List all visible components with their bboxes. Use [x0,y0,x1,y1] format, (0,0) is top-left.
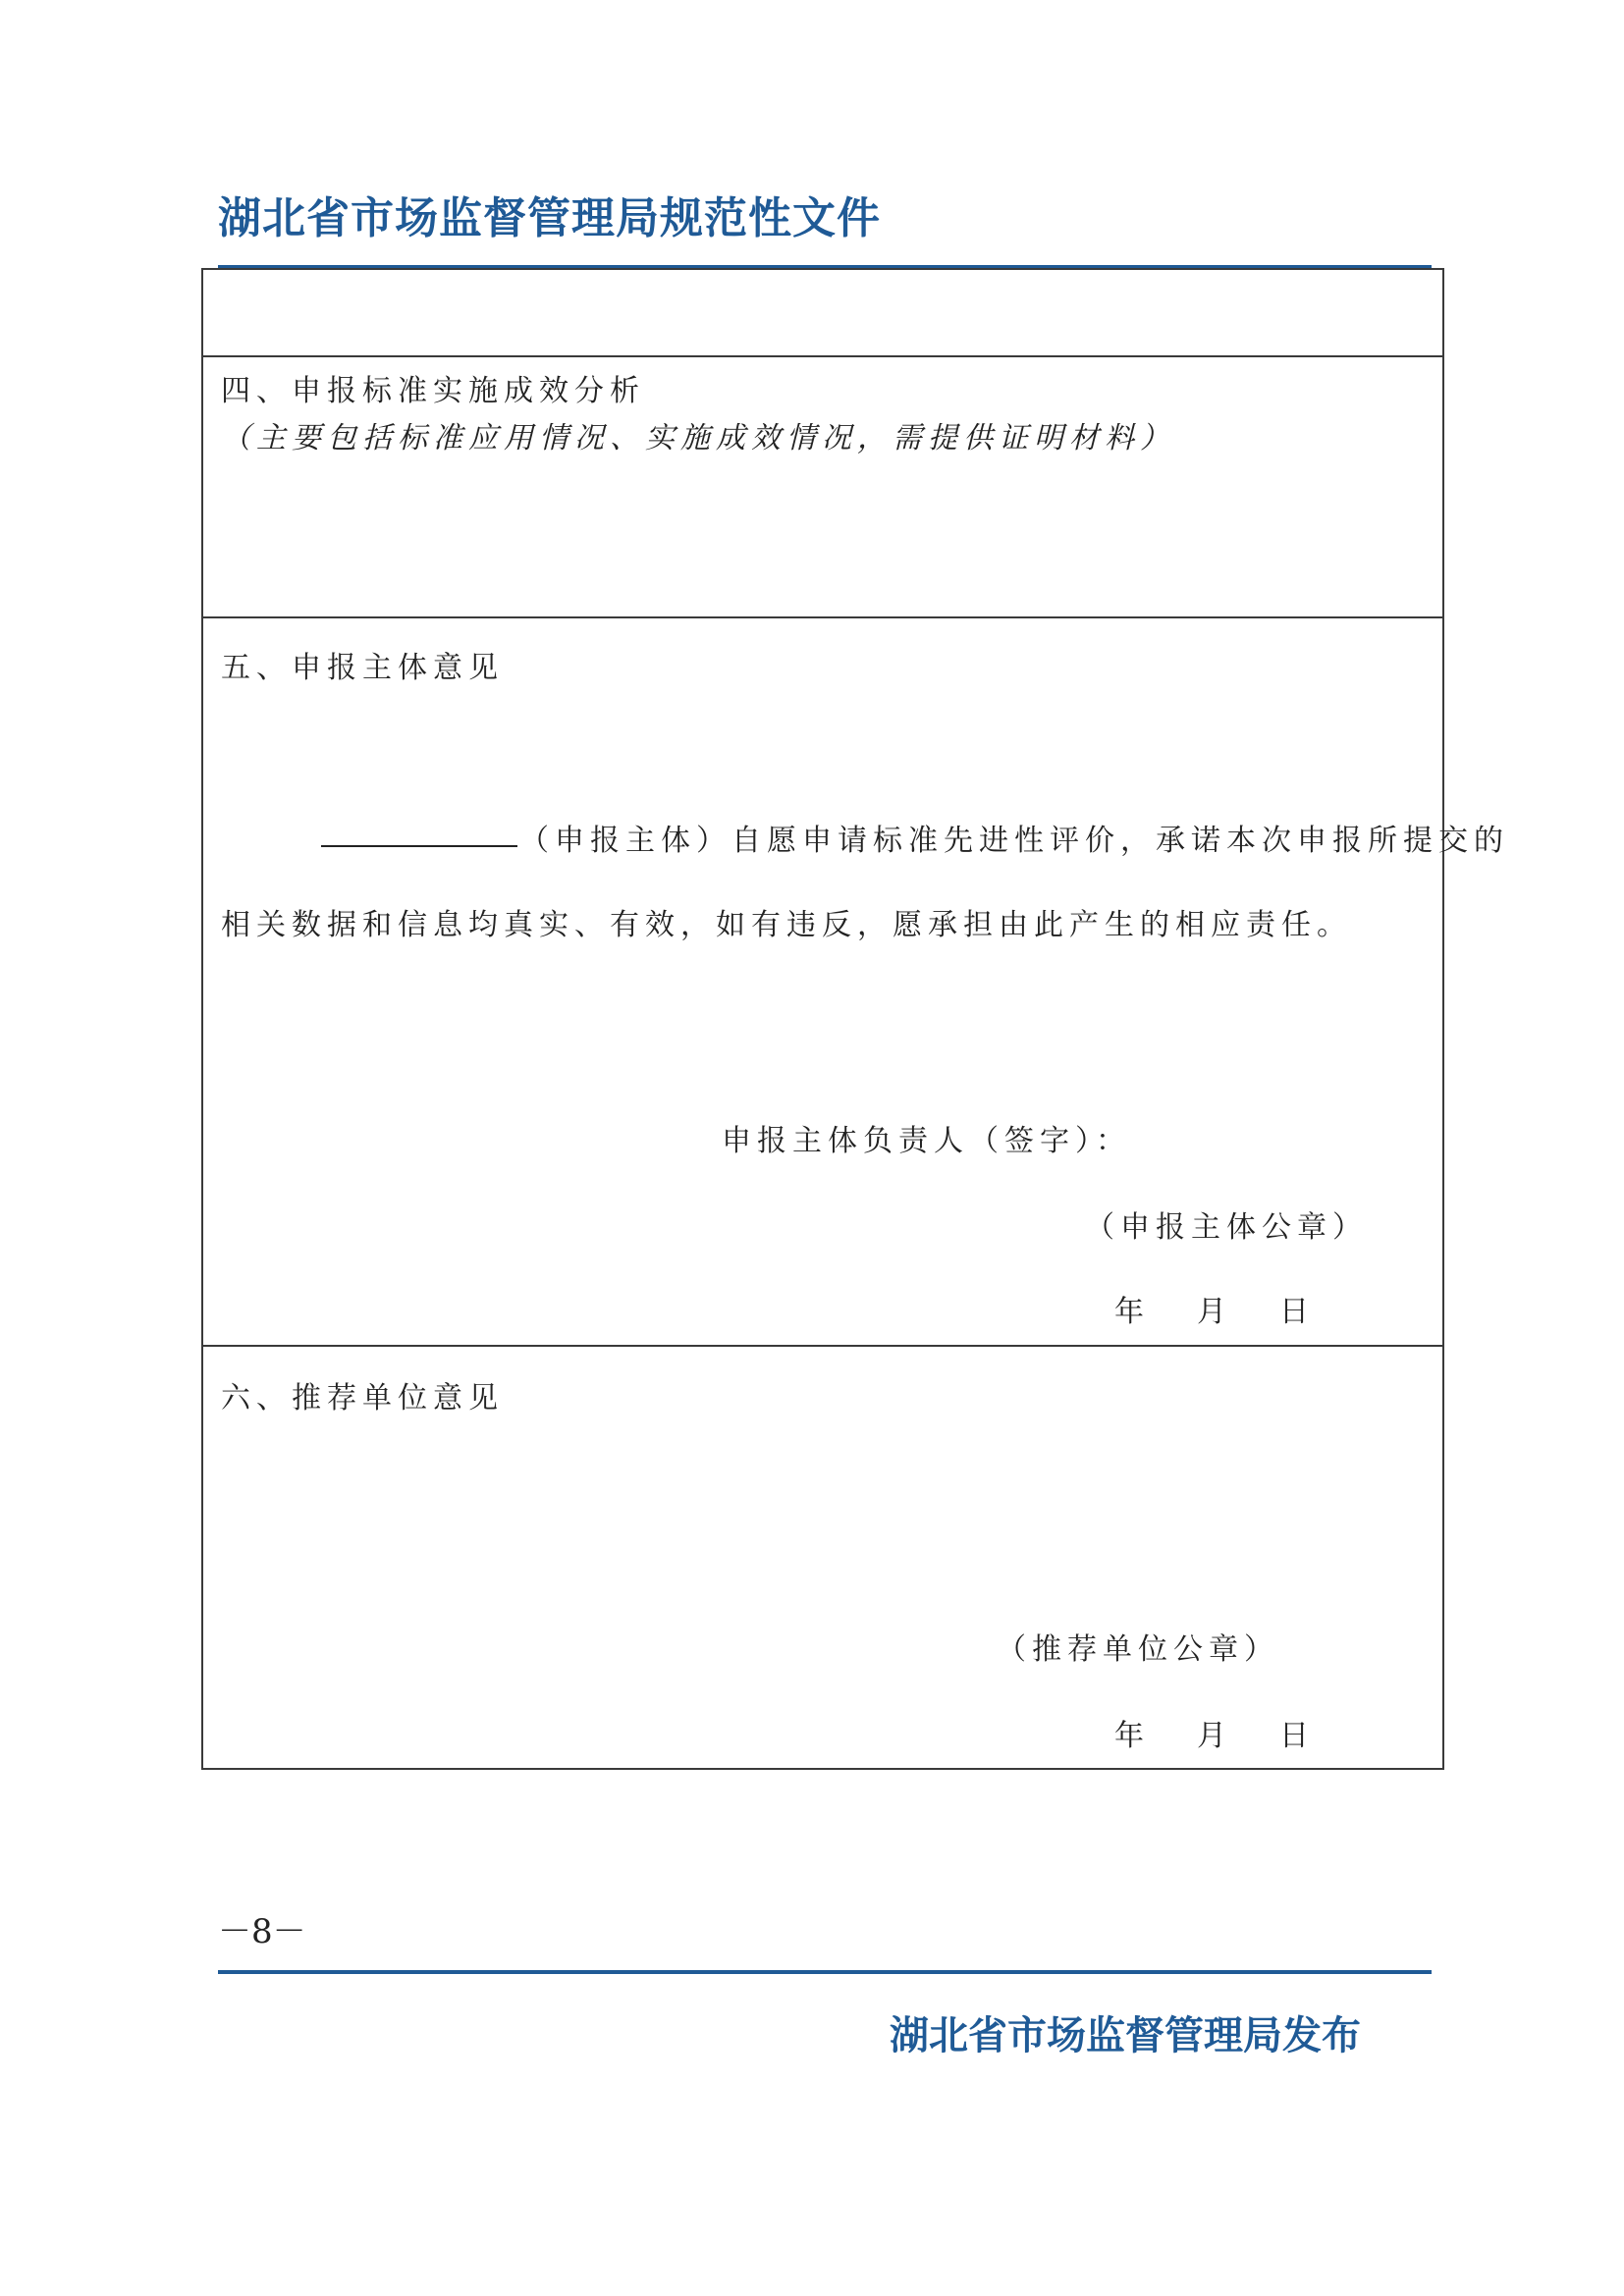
recommender-seal-label: （推荐单位公章） [997,1632,1279,1667]
date-month-label: 月 [1197,1719,1232,1753]
row-divider [203,355,1442,357]
section-five-title: 五、申报主体意见 [221,651,504,685]
signature-label: 申报主体负责人（签字）： [722,1124,1131,1158]
date-year-label: 年 [1114,1719,1150,1753]
applicant-name-blank[interactable] [321,845,517,847]
page-number: －8－ [218,1912,306,1951]
date-day-label: 日 [1279,1295,1315,1329]
row-divider [203,616,1442,618]
section-four-title: 四、申报标准实施成效分析 [221,374,645,408]
statement-line-2: 相关数据和信息均真实、有效，如有违反，愿承担由此产生的相应责任。 [221,908,1352,942]
date-day-label: 日 [1279,1719,1315,1753]
document-header-title: 湖北省市场监督管理局规范性文件 [218,193,881,243]
footer-publisher: 湖北省市场监督管理局发布 [890,2012,1361,2058]
applicant-seal-label: （申报主体公章） [1085,1210,1368,1245]
application-form-table [201,268,1509,1770]
date-year-label: 年 [1114,1295,1150,1329]
date-month-label: 月 [1197,1295,1232,1329]
section-four-note: （主要包括标准应用情况、实施成效情况，需提供证明材料） [221,421,1175,455]
footer-divider [218,1970,1432,1974]
statement-line-1: （申报主体）自愿申请标准先进性评价，承诺本次申报所提交的 [519,824,1509,858]
row-divider [203,1345,1442,1347]
section-six-title: 六、推荐单位意见 [221,1381,504,1415]
